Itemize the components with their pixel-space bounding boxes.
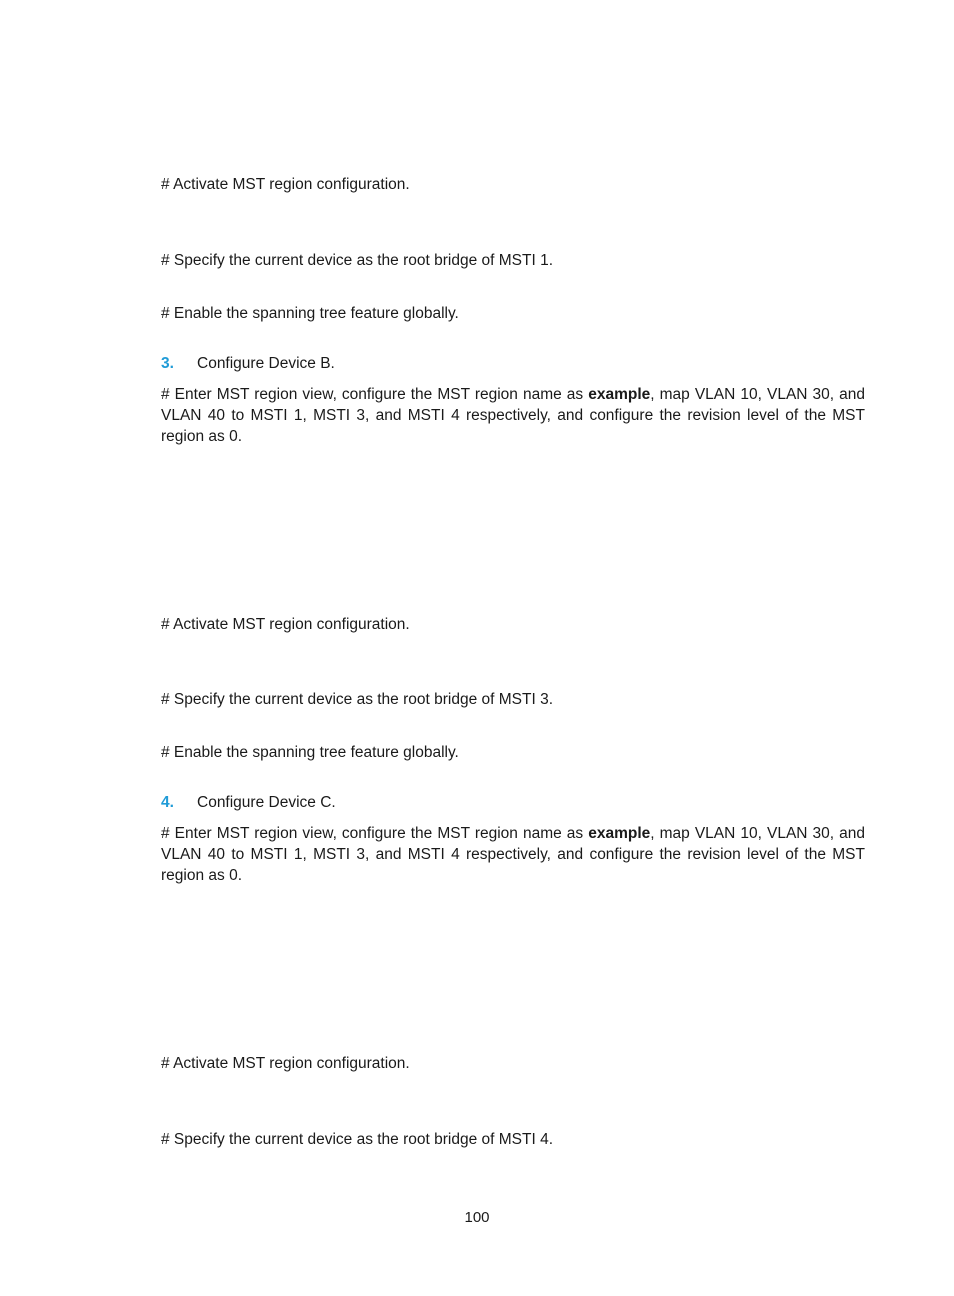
- para-text-after: , map VLAN 10, VLAN 30, and VLAN 40 to MSTI 1, MSTI 3, and MSTI 4 respectively, and configure the revision level of the MST region as 0.: [161, 386, 866, 445]
- para-text-before: # Enter MST region view, configure the MST region name as: [161, 386, 589, 403]
- step-number: 3.: [161, 355, 174, 372]
- para-text-before: # Enter MST region view, configure the MST region name as: [161, 825, 589, 842]
- region-name-bold: example: [588, 825, 651, 842]
- step-text: Configure Device C.: [197, 794, 336, 811]
- paragraph-device-c-region: [161, 823, 865, 886]
- comment-enable-stp-1: # Enable the spanning tree feature globally.: [161, 305, 459, 322]
- comment-root-bridge-msti-1: # Specify the current device as the root bridge of MSTI 1.: [161, 252, 554, 269]
- step-configure-device-b: [161, 353, 335, 374]
- comment-activate-mst-1: # Activate MST region configuration.: [161, 176, 410, 193]
- comment-activate-mst-2: # Activate MST region configuration.: [161, 616, 410, 633]
- page-number: 100: [464, 1209, 490, 1226]
- step-configure-device-c: [161, 792, 336, 813]
- region-name-bold: example: [588, 386, 651, 403]
- step-number: 4.: [161, 794, 174, 811]
- comment-root-bridge-msti-3: # Specify the current device as the root bridge of MSTI 3.: [161, 691, 554, 708]
- step-text: Configure Device B.: [197, 355, 335, 372]
- comment-root-bridge-msti-4: # Specify the current device as the root bridge of MSTI 4.: [161, 1131, 554, 1148]
- para-text-after: , map VLAN 10, VLAN 30, and VLAN 40 to MSTI 1, MSTI 3, and MSTI 4 respectively, and configure the revision level of the MST region as 0.: [161, 825, 866, 884]
- paragraph-device-b-region: [161, 384, 865, 447]
- comment-activate-mst-3: # Activate MST region configuration.: [161, 1055, 410, 1072]
- comment-enable-stp-2: # Enable the spanning tree feature globally.: [161, 744, 459, 761]
